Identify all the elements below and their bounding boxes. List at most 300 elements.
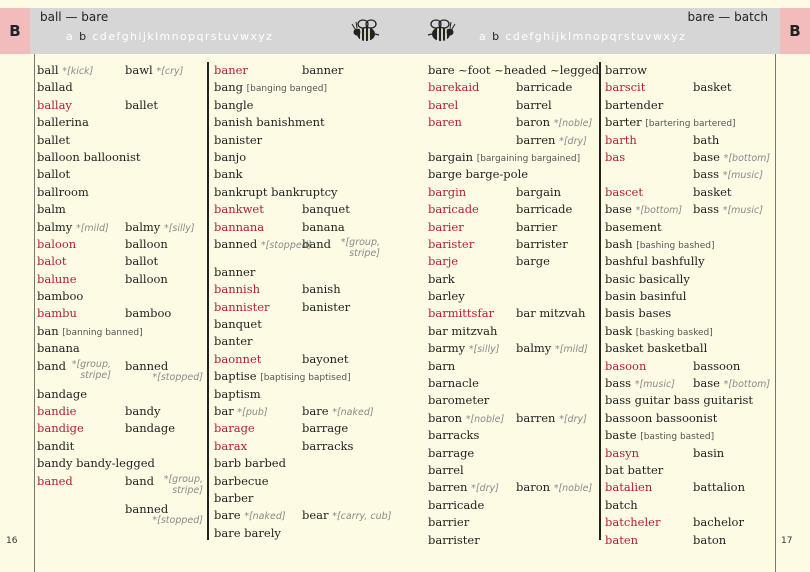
left-letter-tab: B xyxy=(0,8,30,54)
headword xyxy=(37,220,109,234)
word-text: banner xyxy=(214,264,256,279)
dictionary-entry xyxy=(214,438,382,455)
dictionary-entry xyxy=(37,132,205,149)
misspelling-word xyxy=(37,272,77,286)
word-text: band xyxy=(37,358,66,373)
dictionary-entry xyxy=(214,299,382,316)
word-forms: [basting basted] xyxy=(640,432,715,443)
word-text: barje xyxy=(428,254,459,269)
dictionary-entry xyxy=(428,79,596,96)
headword xyxy=(214,387,261,401)
correct-spelling xyxy=(302,508,391,522)
headword xyxy=(214,508,286,522)
correct-spelling xyxy=(693,515,744,529)
misspelling-word xyxy=(605,446,639,460)
headword xyxy=(37,63,93,77)
dictionary-entry xyxy=(214,281,382,298)
dictionary-entry xyxy=(428,462,596,479)
correct-spelling xyxy=(302,439,353,453)
bee-icon xyxy=(427,16,457,46)
dictionary-entry xyxy=(428,514,596,531)
answer-note: *[noble] xyxy=(553,118,593,130)
word-text: barricade xyxy=(428,497,485,512)
answer-note: *[stopped] xyxy=(152,371,203,383)
word-text: barrier xyxy=(428,515,470,530)
word-text: barrel xyxy=(428,462,464,477)
answer-note: *[music] xyxy=(722,170,763,182)
correct-spelling xyxy=(693,150,770,164)
correct-spelling xyxy=(516,202,572,216)
alphabet-current-letter: b xyxy=(79,30,88,43)
dictionary-entry xyxy=(214,166,382,183)
left-page-number: 16 xyxy=(6,536,18,546)
headword xyxy=(428,498,484,512)
dictionary-entry xyxy=(37,166,205,183)
dictionary-entry xyxy=(37,97,205,114)
headword xyxy=(214,185,338,199)
answer-text: basin xyxy=(693,445,725,460)
dictionary-entry xyxy=(37,420,205,437)
word-text: bas xyxy=(605,149,626,164)
headword xyxy=(214,474,269,488)
misspelling-word xyxy=(37,254,66,268)
headword xyxy=(605,272,690,286)
dictionary-entry xyxy=(605,253,773,270)
dictionary-entry xyxy=(37,219,205,236)
answer-text: bare xyxy=(302,404,329,419)
word-text: baren xyxy=(428,115,462,130)
word-text: barage xyxy=(214,421,255,436)
dictionary-entry xyxy=(214,149,382,166)
headword xyxy=(428,324,497,338)
word-forms: [bargaining bargained] xyxy=(476,153,581,164)
headword xyxy=(428,463,464,477)
answer-text: barrel xyxy=(516,97,552,112)
dictionary-entry xyxy=(214,403,382,420)
misspelling-word xyxy=(37,474,73,488)
correct-spelling xyxy=(302,300,350,314)
headword xyxy=(428,428,479,442)
answer-text: bass xyxy=(693,202,720,217)
headword xyxy=(605,411,717,425)
right-margin-line xyxy=(775,54,776,572)
left-alphabet-strip xyxy=(66,30,273,43)
word-text: bash xyxy=(605,236,633,251)
dictionary-entry xyxy=(428,479,596,496)
answer-text: basket xyxy=(693,184,732,199)
correct-spelling xyxy=(302,352,348,366)
correct-spelling xyxy=(125,63,183,77)
answer-note: *[naked] xyxy=(332,407,374,419)
answer-note: *[music] xyxy=(722,205,763,217)
correct-spelling xyxy=(125,421,175,435)
dictionary-entry xyxy=(605,375,773,392)
right-col-1 xyxy=(428,62,600,549)
dictionary-entry xyxy=(605,271,773,288)
answer-text: balloon xyxy=(125,236,168,251)
headword xyxy=(605,202,682,216)
headword xyxy=(605,237,714,251)
correct-spelling xyxy=(125,502,168,516)
correct-spelling xyxy=(125,254,158,268)
word-text: barier xyxy=(428,219,464,234)
answer-text: banish xyxy=(302,282,341,297)
answer-note: *[stopped] xyxy=(152,514,203,526)
answer-note: *[bottom] xyxy=(723,379,771,391)
misspelling-word xyxy=(214,282,260,296)
word-text: bar mitzvah xyxy=(428,323,498,338)
alphabet-after: cdefghijklmnopqrstuvwxyz xyxy=(505,30,687,43)
answer-text: battalion xyxy=(693,480,746,495)
dictionary-entry xyxy=(37,358,205,386)
word-text: barracks xyxy=(428,428,480,443)
answer-note: *[dry] xyxy=(559,135,587,147)
dictionary-entry xyxy=(428,114,596,131)
dictionary-entry xyxy=(214,473,382,490)
misspelling-word xyxy=(37,421,84,435)
correct-spelling xyxy=(516,220,557,234)
alphabet-current-letter: b xyxy=(492,30,501,43)
dictionary-entry xyxy=(428,219,596,236)
headword xyxy=(428,393,489,407)
word-text: balm xyxy=(37,202,66,217)
word-text: bandige xyxy=(37,421,84,436)
misspelling-word xyxy=(428,185,466,199)
word-text: balmy xyxy=(37,219,73,234)
correct-spelling xyxy=(693,533,726,547)
misspelling-word xyxy=(214,202,264,216)
answer-text: barracks xyxy=(302,438,354,453)
answer-text: bamboo xyxy=(125,306,172,321)
dictionary-entry xyxy=(37,340,205,357)
misspelling-word xyxy=(605,533,638,547)
word-text: bat batter xyxy=(605,462,664,477)
misspelling-word xyxy=(605,80,645,94)
dictionary-entry xyxy=(37,271,205,288)
word-text: banter xyxy=(214,334,253,349)
word-text: barber xyxy=(214,490,254,505)
word-text: bambu xyxy=(37,306,77,321)
dictionary-entry xyxy=(605,514,773,531)
misspelling-word xyxy=(214,300,270,314)
answer-text: band xyxy=(125,473,154,488)
headword xyxy=(214,404,268,418)
word-forms: [banging banged] xyxy=(246,84,327,95)
word-text: barb barbed xyxy=(214,456,286,471)
answer-text: balloon xyxy=(125,271,168,286)
correct-spelling xyxy=(516,411,587,425)
dictionary-entry xyxy=(428,62,600,79)
headword xyxy=(605,498,638,512)
answer-text: base xyxy=(693,376,720,391)
misspelling-word xyxy=(37,237,76,251)
headword xyxy=(37,80,73,94)
correct-spelling xyxy=(302,220,345,234)
word-text: basis bases xyxy=(605,306,672,321)
misspelling-word xyxy=(605,480,652,494)
dictionary-entry xyxy=(37,403,205,420)
headword xyxy=(214,334,253,348)
dictionary-entry xyxy=(605,149,773,166)
word-text: batalien xyxy=(605,480,653,495)
correct-spelling xyxy=(125,98,158,112)
dictionary-entry xyxy=(214,132,382,149)
correct-spelling xyxy=(125,474,154,488)
answer-note: *[carry, cub] xyxy=(332,511,392,523)
headword xyxy=(214,98,253,112)
word-text: base xyxy=(605,202,632,217)
answer-text: bandy xyxy=(125,404,161,419)
right-page xyxy=(405,0,810,572)
word-text: bandy bandy-legged xyxy=(37,456,155,471)
word-text: baptism xyxy=(214,386,261,401)
answer-text: banned xyxy=(125,358,169,373)
headword xyxy=(214,237,311,251)
dictionary-entry xyxy=(605,497,773,514)
word-text: barge barge-pole xyxy=(428,167,529,182)
dictionary-entry xyxy=(605,184,773,201)
dictionary-entry xyxy=(605,462,773,479)
answer-text: barren xyxy=(516,410,556,425)
headword xyxy=(37,456,155,470)
word-text: banister xyxy=(214,132,263,147)
left-col-2 xyxy=(214,62,392,542)
correct-spelling xyxy=(302,282,341,296)
dictionary-entry xyxy=(605,132,773,149)
correct-spelling xyxy=(125,359,168,373)
word-text: basoon xyxy=(605,358,647,373)
word-text: bank xyxy=(214,167,243,182)
word-note: *[silly] xyxy=(468,344,500,356)
dictionary-entry xyxy=(37,62,205,79)
word-text: bass xyxy=(605,376,632,391)
bee-icon xyxy=(350,16,380,46)
correct-spelling xyxy=(125,237,168,251)
word-text: bandage xyxy=(37,386,88,401)
answer-text: barren xyxy=(516,132,556,147)
correct-spelling xyxy=(302,202,350,216)
left-col-1 xyxy=(37,62,205,529)
word-note: *[dry] xyxy=(471,483,499,495)
misspelling-word xyxy=(428,202,479,216)
misspelling-word xyxy=(428,115,462,129)
dictionary-entry xyxy=(214,386,382,403)
answer-note: *[group, stripe] xyxy=(163,473,203,496)
word-text: bartender xyxy=(605,97,664,112)
answer-text: banner xyxy=(302,63,344,77)
headword xyxy=(428,359,455,373)
dictionary-entry xyxy=(214,420,382,437)
dictionary-entry xyxy=(428,323,596,340)
word-text: baricade xyxy=(428,202,479,217)
word-text: balune xyxy=(37,271,77,286)
correct-spelling xyxy=(693,446,724,460)
word-text: bannish xyxy=(214,282,261,297)
dictionary-entry xyxy=(605,479,773,496)
dictionary-entry xyxy=(605,114,773,131)
alphabet-before: a xyxy=(66,30,75,43)
correct-spelling xyxy=(516,237,568,251)
correct-spelling xyxy=(693,202,763,216)
dictionary-entry xyxy=(605,201,773,218)
word-text: banjo xyxy=(214,149,247,164)
correct-spelling xyxy=(125,404,160,418)
word-text: baner xyxy=(214,63,248,77)
headword xyxy=(214,133,262,147)
word-text: bare barely xyxy=(214,525,281,540)
headword xyxy=(428,167,528,181)
headword xyxy=(605,63,647,77)
correct-spelling xyxy=(516,98,552,112)
word-text: barmittsfar xyxy=(428,306,495,321)
word-text: barn xyxy=(428,358,456,373)
headword xyxy=(605,98,663,112)
headword xyxy=(37,387,87,401)
word-forms: [basking basked] xyxy=(635,327,713,338)
headword xyxy=(605,393,753,407)
headword xyxy=(428,376,479,390)
answer-text: barrister xyxy=(516,236,568,251)
headword xyxy=(428,289,465,303)
word-note: *[pub] xyxy=(237,407,268,419)
word-text: barrister xyxy=(428,532,480,547)
headword xyxy=(428,150,580,164)
answer-text: band xyxy=(302,236,331,251)
headword xyxy=(214,491,253,505)
dictionary-entry xyxy=(428,97,596,114)
answer-text: bawl xyxy=(125,63,153,77)
word-note: *[kick] xyxy=(62,66,94,77)
dictionary-entry xyxy=(37,236,205,253)
answer-text: bargain xyxy=(516,184,562,199)
dictionary-entry xyxy=(37,201,205,218)
correct-spelling xyxy=(693,185,732,199)
misspelling-word xyxy=(605,133,637,147)
dictionary-entry xyxy=(214,201,382,218)
headword xyxy=(428,272,455,286)
answer-text: barrier xyxy=(516,219,558,234)
answer-note: *[group, stripe] xyxy=(340,236,380,259)
word-text: ballet xyxy=(37,132,71,147)
correct-spelling xyxy=(516,115,592,129)
dictionary-entry xyxy=(214,507,392,524)
word-text: barrage xyxy=(428,445,475,460)
headword xyxy=(605,306,671,320)
dictionary-entry xyxy=(214,62,382,79)
dictionary-entry xyxy=(214,184,382,201)
word-text: bargain xyxy=(428,149,474,164)
headword xyxy=(605,289,686,303)
misspelling-word xyxy=(214,439,247,453)
headword xyxy=(214,167,243,181)
misspelling-word xyxy=(605,150,625,164)
word-note: *[stopped] xyxy=(260,239,312,251)
misspelling-word xyxy=(428,237,474,251)
headword xyxy=(214,150,246,164)
word-text: bangle xyxy=(214,97,254,112)
dictionary-entry xyxy=(214,490,382,507)
word-note: *[music] xyxy=(634,379,675,391)
dictionary-entry xyxy=(214,368,382,385)
misspelling-word xyxy=(605,359,646,373)
headword xyxy=(605,376,675,390)
word-text: basket basketball xyxy=(605,341,708,356)
word-text: barbecue xyxy=(214,473,269,488)
word-text: ballad xyxy=(37,80,73,95)
misspelling-word xyxy=(214,352,261,366)
word-text: ball xyxy=(37,63,59,77)
misspelling-word xyxy=(214,421,255,435)
word-note: *[noble] xyxy=(465,413,505,425)
word-text: barth xyxy=(605,132,637,147)
word-text: banana xyxy=(37,341,80,356)
dictionary-entry xyxy=(37,114,205,131)
answer-text: baron xyxy=(516,480,551,495)
word-text: balloon balloonist xyxy=(37,149,141,164)
dictionary-entry xyxy=(605,166,773,183)
answer-note: *[dry] xyxy=(559,413,587,425)
dictionary-entry xyxy=(605,288,773,305)
correct-spelling xyxy=(302,63,343,77)
headword xyxy=(37,324,143,338)
headword xyxy=(214,265,255,279)
headword xyxy=(214,80,327,94)
correct-spelling xyxy=(516,80,572,94)
correct-spelling xyxy=(302,237,331,251)
word-text: bassoon bassoonist xyxy=(605,410,718,425)
word-text: baron xyxy=(428,410,463,425)
answer-text: banister xyxy=(302,299,351,314)
headword xyxy=(605,115,736,129)
dictionary-entry xyxy=(37,386,205,403)
dictionary-entry xyxy=(214,264,382,281)
correct-spelling xyxy=(516,341,588,355)
dictionary-entry xyxy=(214,219,382,236)
dictionary-entry xyxy=(605,305,773,322)
dictionary-entry xyxy=(37,455,205,472)
dictionary-entry xyxy=(214,351,382,368)
left-margin-line xyxy=(34,54,35,572)
word-text: bascet xyxy=(605,184,643,199)
correct-spelling xyxy=(516,254,550,268)
answer-note: *[cry] xyxy=(156,66,184,77)
headword xyxy=(605,463,663,477)
dictionary-entry xyxy=(428,445,596,462)
headword xyxy=(428,533,480,547)
dictionary-entry xyxy=(605,340,773,357)
word-forms: [banning banned] xyxy=(62,327,143,338)
answer-text: bar mitzvah xyxy=(516,306,586,321)
misspelling-word xyxy=(605,515,660,529)
headword xyxy=(37,359,66,373)
word-text: ballay xyxy=(37,97,72,112)
correct-spelling xyxy=(516,480,592,494)
correct-spelling xyxy=(516,133,587,147)
dictionary-entry xyxy=(428,201,596,218)
word-text: bare xyxy=(214,508,241,523)
headword xyxy=(605,341,707,355)
dictionary-entry xyxy=(428,410,596,427)
word-note: *[group, stripe] xyxy=(71,358,111,381)
dictionary-entry xyxy=(605,97,773,114)
answer-text: ballot xyxy=(125,254,159,269)
answer-text: banned xyxy=(125,501,169,516)
dictionary-entry xyxy=(428,532,596,549)
headword xyxy=(37,185,89,199)
right-alphabet-strip xyxy=(479,30,686,43)
dictionary-entry xyxy=(214,525,382,542)
word-text: baptise xyxy=(214,369,257,384)
